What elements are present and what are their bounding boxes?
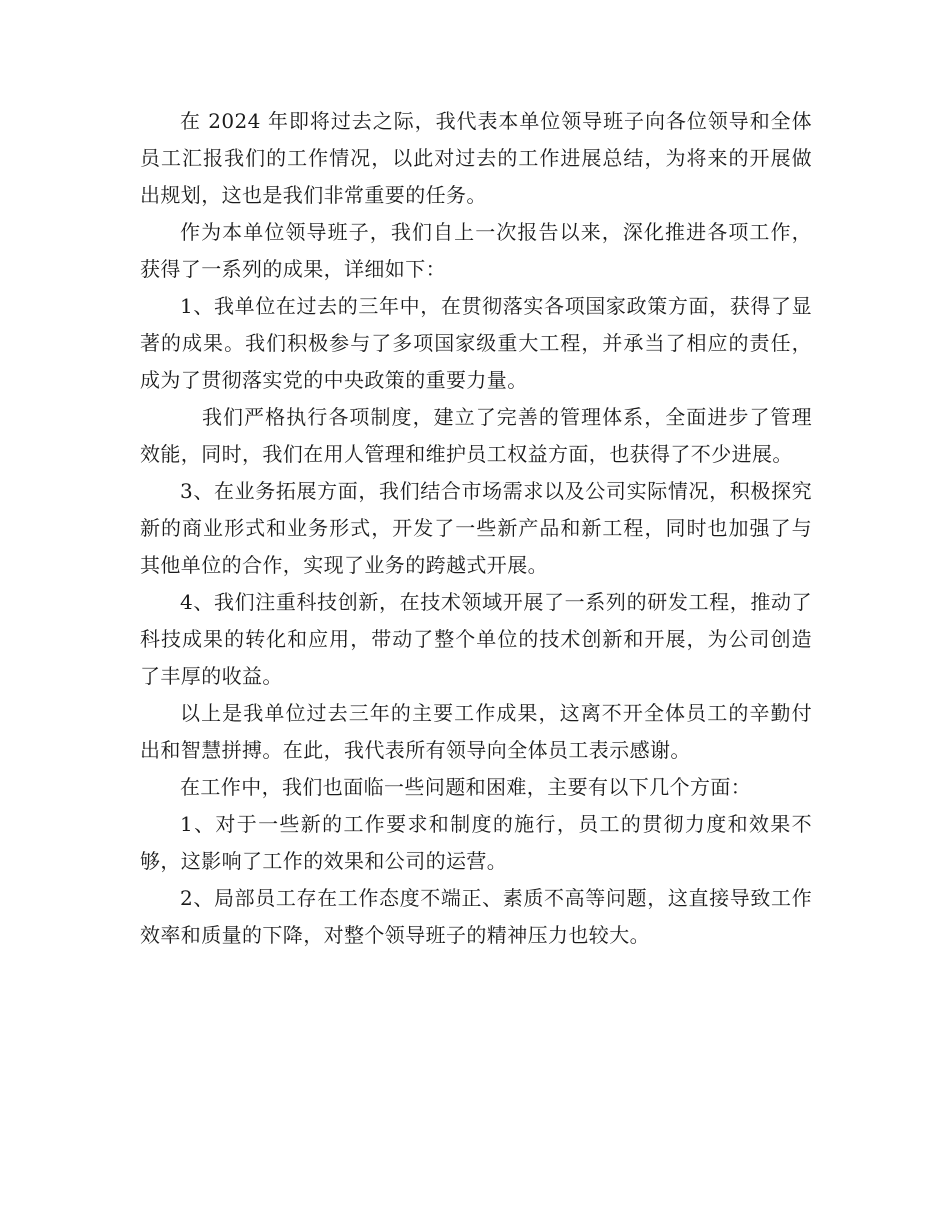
paragraph-intro: 在 2024 年即将过去之际，我代表本单位领导班子向各位领导和全体员工汇报我们的工作情况，以此对过去的工作进展总结，为将来的开展做出规划，这也是我们非常重要的任务。 [140, 109, 812, 207]
paragraph-thanks: 以上是我单位过去三年的主要工作成果，这离不开全体员工的辛勤付出和智慧拼搏。在此，我代表所有领导向全体员工表示感谢。 [140, 701, 812, 762]
paragraph-problem-1: 1、对于一些新的工作要求和制度的施行，员工的贯彻力度和效果不够，这影响了工作的效果和公司的运营。 [140, 812, 812, 873]
paragraph-problems-lead: 在工作中，我们也面临一些问题和困难，主要有以下几个方面： [180, 775, 752, 799]
paragraph-item-4-innovation: 4、我们注重科技创新，在技术领域开展了一系列的研发工程，推动了科技成果的转化和应用，带动了整个单位的技术创新和开展，为公司创造了丰厚的收益。 [140, 590, 812, 688]
paragraph-item-3-business: 3、在业务拓展方面，我们结合市场需求以及公司实际情况，积极探究新的商业形式和业务形式，开发了一些新产品和新工程，同时也加强了与其他单位的合作，实现了业务的跨越式开展。 [140, 479, 812, 577]
paragraph-problem-2: 2、局部员工存在工作态度不端正、素质不高等问题，这直接导致工作效率和质量的下降，对整个领导班子的精神压力也较大。 [140, 886, 812, 947]
document-body [140, 103, 812, 954]
paragraph-achievements-lead: 作为本单位领导班子，我们自上一次报告以来，深化推进各项工作，获得了一系列的成果，详细如下： [140, 220, 812, 281]
paragraph-item-1-policy: 1、我单位在过去的三年中，在贯彻落实各项国家政策方面，获得了显著的成果。我们积极参与了多项国家级重大工程，并承当了相应的责任，成为了贯彻落实党的中央政策的重要力量。 [140, 294, 812, 392]
paragraph-item-management: 我们严格执行各项制度，建立了完善的管理体系，全面进步了管理效能，同时，我们在用人管理和维护员工权益方面，也获得了不少进展。 [140, 405, 812, 466]
